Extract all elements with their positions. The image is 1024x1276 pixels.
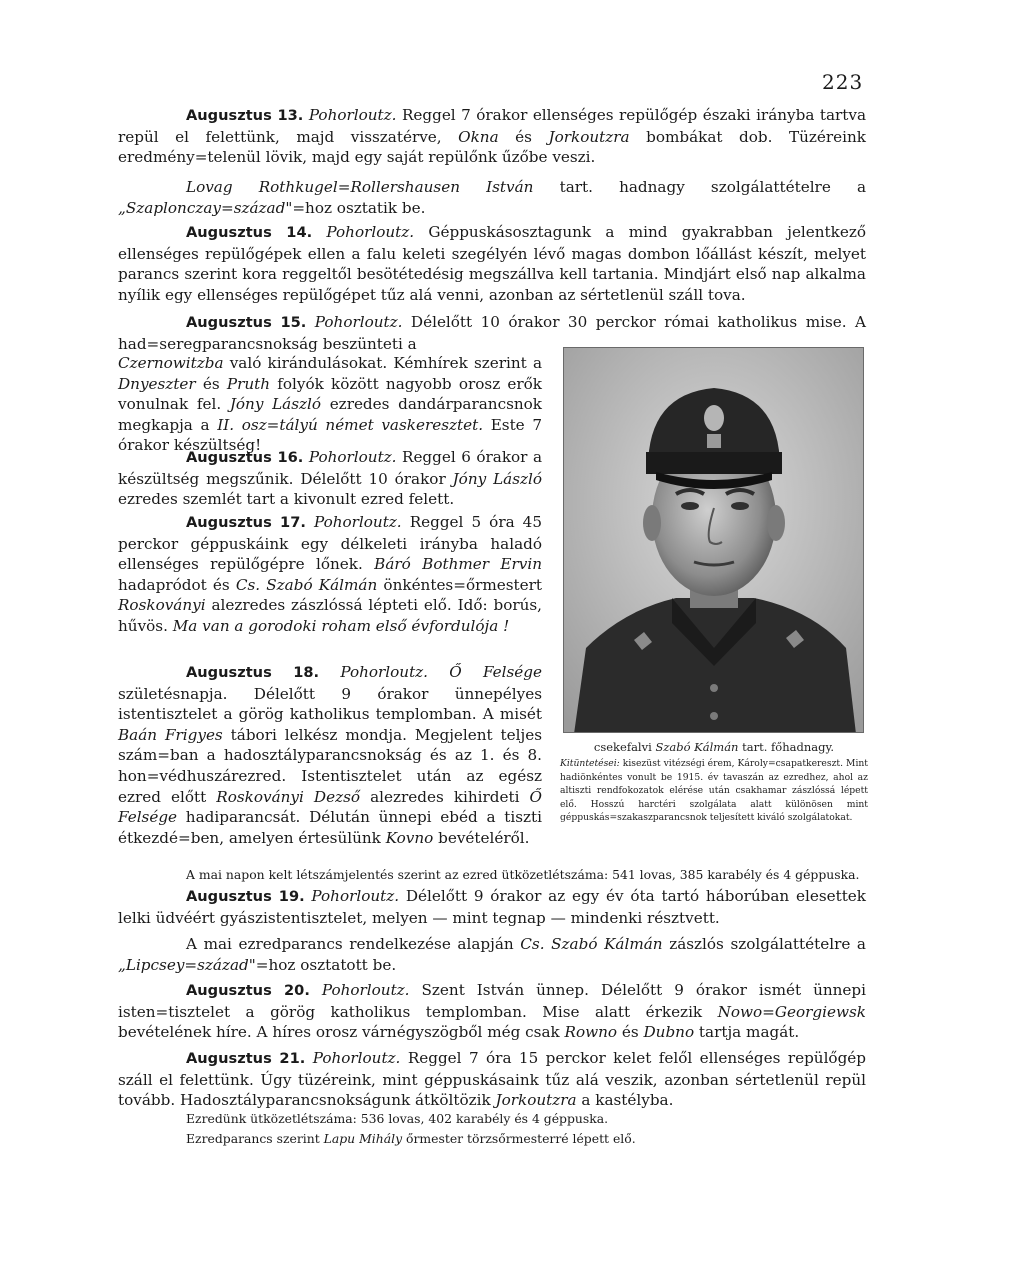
place-name: Pruth <box>226 374 271 393</box>
entry-aug-16 <box>118 447 542 510</box>
entry-assignment-2 <box>118 934 866 975</box>
entry-text: A mai napon kelt létszámjelentés szerint az ezred ütközetlétszáma: 541 lovas, 385 karabély és 4 géppuska. <box>186 867 860 882</box>
entry-text: tart. hadnagy szolgálattételre a <box>533 178 866 196</box>
anniversary-note: Ma van a gorodoki roham első évfordulója ! <box>172 616 510 635</box>
person-name: Lovag Rothkugel=Rollershausen István <box>186 178 534 196</box>
person-name: Jóny László <box>452 469 543 488</box>
place-name: Jorkoutzra <box>548 127 630 146</box>
entry-text: őrmester törzsőrmesterré lépett elő. <box>402 1131 636 1146</box>
entry-text: Ezredünk ütközetlétszáma: 536 lovas, 402 karabély és 4 géppuska. <box>186 1111 609 1126</box>
entry-text: alezredes kihirdeti <box>360 787 530 806</box>
decoration-name: II. osz=tályú német vaskeresztet. <box>217 415 484 434</box>
entry-text: és <box>498 127 549 146</box>
portrait-photo <box>563 347 864 733</box>
entry-place: Pohorloutz. <box>313 513 402 531</box>
entry-text: bombákat dob. Tüzéreink eredmény=telenül lövik, majd egy saját repülőnk űzőbe veszi. <box>118 127 867 167</box>
strength-report-2 <box>118 1110 866 1128</box>
entry-text: való kirándulásokat. Kémhírek szerint a <box>223 354 542 372</box>
person-name: Baán Frigyes <box>118 725 223 744</box>
entry-text: Reggel 7 órakor ellenséges repülőgép északi irányba tartva repül el felettünk, majd visszatérve, <box>118 106 867 146</box>
entry-date: Augusztus 14. <box>186 224 313 241</box>
place-name: Czernowitzba <box>118 354 224 372</box>
entry-text: Délelőtt 9 órakor az egy év óta tartó háborúban elesettek lelki üdvéért gyászistentisztelet, melyen — mint tegnap — mindenki résztvett. <box>118 887 866 927</box>
place-name: Dnyeszter <box>118 374 196 393</box>
entry-text: Reggel 7 óra 15 perckor kelet felől ellenséges repülőgép száll el felettünk. Úgy tüzéreink, mint géppuskásaink tűz alá veszik, azonban sértetlenül repül tovább. Hadosztályparancsnokságunk átköltözik <box>118 1049 867 1110</box>
entry-text: A mai ezredparancs rendelkezése alapján <box>186 935 521 953</box>
entry-date: Augusztus 17. <box>186 514 306 531</box>
portrait-illustration <box>564 348 864 733</box>
unit-name: „Szaplonczay=század" <box>118 198 293 217</box>
person-name: Ő Felsége <box>118 787 542 827</box>
person-name: Cs. Szabó Kálmán <box>520 935 663 953</box>
entry-date: Augusztus 19. <box>186 888 305 905</box>
place-name: Dubno <box>643 1023 695 1042</box>
entry-text: zászlós szolgálattételre a <box>662 935 866 953</box>
entry-place: Pohorloutz. <box>340 663 429 681</box>
entry-text: Reggel 5 óra 45 perckor géppuskáink egy délkeleti irányba haladó ellenséges repülőgépre lőnek. <box>118 513 543 574</box>
entry-text: Este 7 órakor készültség! <box>118 415 542 455</box>
entry-text: Reggel 6 órakor a készültség megszűnik. Délelőtt 10 órakor <box>118 448 542 488</box>
place-name: Rowno <box>564 1023 618 1042</box>
entry-text: és <box>617 1023 644 1042</box>
person-name: Roskoványi Dezső <box>216 787 361 806</box>
entry-text: hadiparancsát. Délután ünnepi ebéd a tiszti étkezdé=ben, amelyen értesülünk <box>118 808 542 847</box>
entry-text: bevételéről. <box>433 828 530 847</box>
caption-title <box>560 740 868 755</box>
entry-text: tartja magát. <box>694 1023 800 1042</box>
person-name: Roskoványi <box>118 596 206 615</box>
entry-text: és <box>195 374 227 393</box>
unit-name: „Lipcsey=század" <box>118 955 256 974</box>
entry-text: =hoz osztatik be. <box>292 198 426 217</box>
entry-text: Ezredparancs szerint <box>186 1131 324 1146</box>
entry-place: Pohorloutz. <box>308 448 397 466</box>
entry-text: hadapródot és <box>118 575 236 594</box>
entry-place: Pohorloutz. <box>311 887 400 905</box>
entry-text: folyók között nagyobb orosz erők vonulnak fel. <box>118 374 542 414</box>
person-name: Lapu Mihály <box>323 1131 403 1146</box>
person-name: Ő Felsége <box>449 663 543 681</box>
place-name: Jorkoutzra <box>495 1091 577 1110</box>
entry-date: Augusztus 20. <box>186 982 310 999</box>
entry-place: Pohorloutz. <box>312 1049 401 1067</box>
entry-date: Augusztus 21. <box>186 1050 306 1067</box>
entry-text: Géppuskásosztagunk a mind gyakrabban jelentkező ellenséges repülőgépek ellen a falu keleti szegélyén lévő magas dombon lőállást készít, melyet parancs szerint kora reggeltől besötétedésig megszállva kell tartania. Mindjárt első nap alkalma nyílik egy ellenséges repülőgépet tűz alá venni, azonban az sértetlenül száll tova. <box>118 223 866 304</box>
entry-date: Augusztus 15. <box>186 314 307 331</box>
person-name: Jóny László <box>229 395 322 414</box>
person-name: Cs. Szabó Kálmán <box>235 575 378 594</box>
entry-text: tábori lelkész mondja. Megjelent teljes szám=ban a hadosztályparancsnokság és az 1. és 8. hon=védhuszárezred. Istentisztelet után az egész ezred előtt <box>118 725 542 806</box>
entry-text: ezredes dandárparancsnok megkapja a <box>118 395 543 434</box>
entry-aug-21 <box>118 1048 866 1111</box>
entry-aug-18 <box>118 662 542 848</box>
entry-date: Augusztus 13. <box>186 107 304 124</box>
promotion-note <box>118 1130 866 1148</box>
entry-aug-17 <box>118 512 542 637</box>
caption-person-name: Szabó Kálmán <box>655 740 739 754</box>
person-name: Báró Bothmer Ervin <box>374 555 542 574</box>
entry-text: bevételének híre. A híres orosz várnégyszögből még csak <box>118 1023 565 1042</box>
place-name: Kovno <box>385 828 434 847</box>
entry-text: ezredes szemlét tart a kivonult ezred felett. <box>118 490 455 509</box>
photo-caption <box>560 740 868 825</box>
caption-label: Kitüntetései: <box>560 758 620 769</box>
entry-place: Pohorloutz. <box>326 223 415 241</box>
caption-body: kisezüst vitézségi érem, Károly=csapatkereszt. Mint hadiönkéntes vonult be 1915. év tavaszán az ezredhez, ahol az altiszti rendfokozatok elérése után csakhamar zászlóssá lépett elő. Hosszú harctéri szolgálata alatt különösen mint géppuskás=szakaszparancsnok teljesített kiváló szolgálatokat. <box>560 758 868 824</box>
entry-text: önkéntes=őrmestert <box>377 575 542 594</box>
entry-aug-20 <box>118 980 866 1043</box>
entry-place: Pohorloutz. <box>314 313 403 331</box>
page-number: 223 <box>822 70 864 94</box>
strength-report-1 <box>118 866 866 884</box>
entry-aug-13 <box>118 105 866 168</box>
entry-place: Pohorloutz. <box>308 106 397 124</box>
entry-date: Augusztus 16. <box>186 449 304 466</box>
entry-assignment-1 <box>118 177 866 218</box>
entry-aug-19 <box>118 886 866 928</box>
caption-text: tart. főhadnagy. <box>738 740 835 754</box>
entry-date: Augusztus 18. <box>186 664 320 681</box>
entry-text <box>428 663 449 681</box>
entry-text: születésnapja. Délelőtt 9 órakor ünnepélyes istentisztelet a görög katholikus templomban. A misét <box>118 684 542 724</box>
caption-text: csekefalvi <box>593 740 656 754</box>
entry-aug-15-cont <box>118 353 542 456</box>
entry-text: Szent István ünnep. Délelőtt 9 órakor ismét ünnepi isten=tisztelet a görög katholikus templomban. Mise alatt érkezik <box>118 981 866 1021</box>
entry-aug-14 <box>118 222 866 305</box>
entry-text: alezredes zászlóssá lépteti elő. Idő: borús, hűvös. <box>118 596 542 635</box>
entry-place: Pohorloutz. <box>321 981 410 999</box>
entry-text: =hoz osztatott be. <box>255 955 397 974</box>
place-name: Okna <box>458 127 499 146</box>
entry-text: Délelőtt 10 órakor 30 perckor római katholikus mise. A had=seregparancsnokság beszünteti a <box>118 313 866 353</box>
entry-text: a kastélyba. <box>576 1091 674 1110</box>
place-name: Nowo=Georgiewsk <box>717 1002 866 1021</box>
